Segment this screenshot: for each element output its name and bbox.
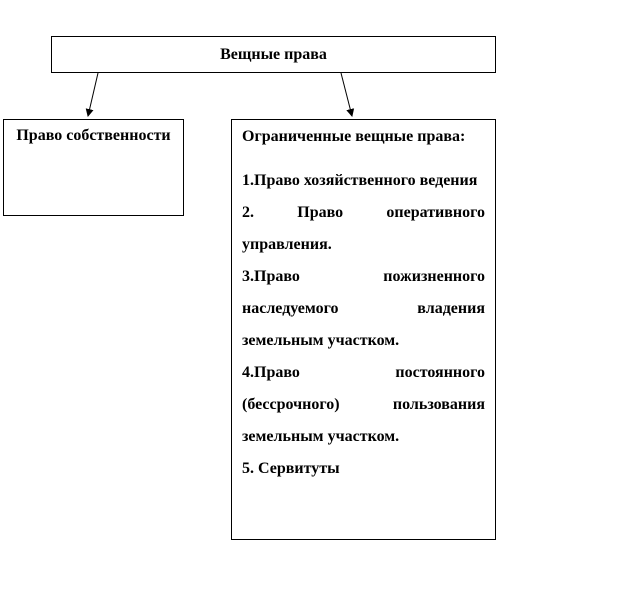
ownership-label: Право собственности — [16, 127, 171, 144]
list-item: 5. Сервитуты — [242, 460, 340, 477]
limited-rights-heading: Ограниченные вещные права: — [242, 128, 466, 145]
arrow-to-limited-rights — [341, 73, 352, 116]
real-rights-label: Вещные права — [220, 45, 327, 63]
real-rights-box — [51, 36, 496, 73]
arrow-to-ownership — [88, 73, 98, 116]
list-item: 2. Право оперативного управления. — [242, 204, 485, 253]
list-item: 4.Право постоянного (бессрочного) пользования земельным участком. — [242, 364, 485, 445]
list-item: 1.Право хозяйственного ведения — [242, 172, 478, 189]
list-item: 3.Право пожизненного наследуемого владения земельным участком. — [242, 268, 485, 349]
limited-rights-box — [231, 119, 496, 540]
ownership-box — [3, 119, 184, 216]
